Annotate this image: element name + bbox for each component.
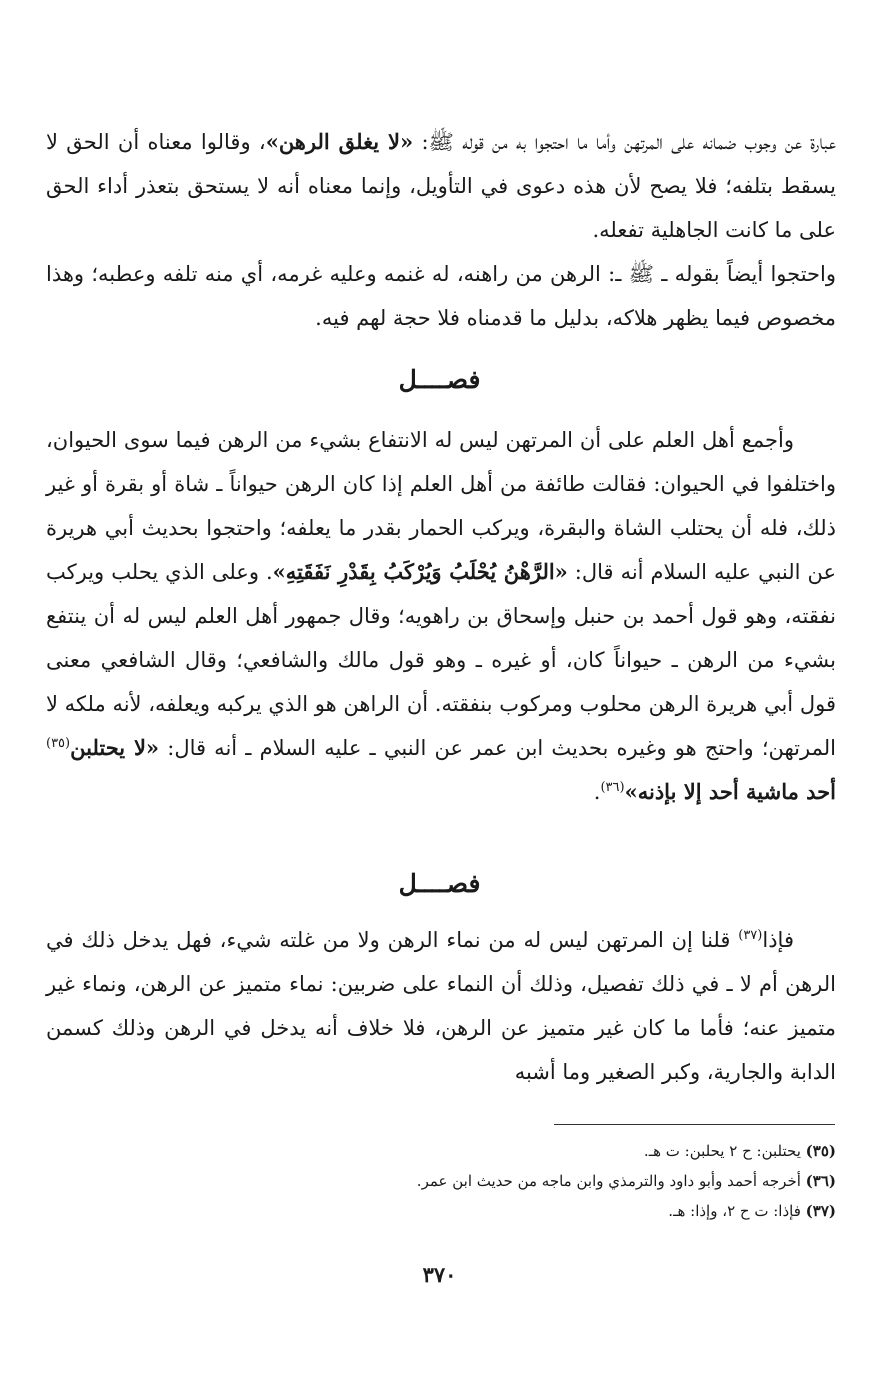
paragraph-rahn-growth xyxy=(46,918,836,1094)
hadith-quote: «لا يغلق الرهن» xyxy=(265,129,414,154)
paragraph-text: فإذا xyxy=(762,928,794,952)
hadith-quote: «الرَّهْنُ يُحْلَبُ وَيُرْكَبُ بِقَدْرِ نَفَقَتِهِ» xyxy=(272,559,568,584)
hadith-quote: أحد ماشية أحد إلا بإذنه» xyxy=(624,779,836,804)
hadith-quote: «لا يحتلبن xyxy=(70,735,160,760)
footnotes xyxy=(46,1136,836,1226)
footnote-reference: (٣٦) xyxy=(600,780,625,795)
footnote-number: (٣٧) xyxy=(805,1202,836,1220)
footnote-number: (٣٥) xyxy=(805,1142,836,1160)
paragraph-text: . xyxy=(593,780,601,804)
footnote-text: أخرجه أحمد وأبو داود والترمذي وابن ماجه من حديث ابن عمر. xyxy=(416,1172,806,1190)
footnote-text: فإذا: ت ح ٢، وإذا: هـ. xyxy=(668,1202,806,1220)
paragraph-text: واحتجوا أيضاً بقوله ـ ﷺ ـ: الرهن من راهنه، له غنمه وعليه غرمه، أي منه تلفه وعطبه؛ وهذا مخصوص فيما يظهر هلاكه، بدليل ما قدمناه فلا حجة لهم فيه. xyxy=(46,262,836,330)
footnote-text: يحتلبن: ح ٢ يحلبن: ت هـ. xyxy=(643,1142,806,1160)
paragraph-text: قلنا إن المرتهن ليس له من نماء الرهن ولا من غلته شيء، فهل يدخل ذلك في الرهن أم لا ـ في ذلك تفصيل، وذلك أن النماء على ضربين: نماء متميز عن الرهن، ونماء غير متميز عنه؛ فأما ما كان غير متميز عن الرهن، فلا خلاف أنه يدخل في الرهن وذلك كسمن الدابة والجارية، وكبر الصغير وما أشبه xyxy=(46,928,836,1084)
paragraph-text: ، وقالوا معناه أن الحق لا يسقط بتلفه؛ فلا يصح لأن هذه دعوى في التأويل، وإنما معناه أنه لا يستحق بتعذر أداء الحق على ما كانت الجاهلية تفعله. xyxy=(46,130,836,242)
footnote-reference: (٣٥) xyxy=(46,736,71,751)
paragraph-continued xyxy=(46,120,836,340)
footnote xyxy=(46,1166,836,1196)
footnote xyxy=(46,1196,836,1226)
footnote-reference: (٣٧) xyxy=(738,928,763,943)
paragraph-text: عبارة عن وجوب ضمانه على المرتهن وأما ما احتجوا به من قوله ﷺ: xyxy=(413,130,837,154)
section-heading: فصــــل xyxy=(398,869,481,898)
paragraph-rahn-animals xyxy=(46,418,836,814)
footnote-number: (٣٦) xyxy=(805,1172,836,1190)
paragraph-text: . وعلى الذي يحلب ويركب نفقته، وهو قول أحمد بن حنبل وإسحاق بن راهويه؛ وقال جمهور أهل العلم ليس له أن ينتفع بشيء من الرهن ـ حيواناً كان، أو غيره ـ وهو قول مالك والشافعي؛ وقال الشافعي معنى قول أبي هريرة الرهن محلوب ومركوب بنفقته. أن الراهن هو الذي يركبه ويعلفه، لأنه ملكه لا المرتهن؛ واحتج هو وغيره بحديث ابن عمر عن النبي ـ عليه السلام ـ أنه قال: xyxy=(46,560,836,760)
section-heading: فصــــل xyxy=(398,365,481,394)
footnote-divider xyxy=(554,1124,835,1125)
page-number: ٣٧٠ xyxy=(422,1262,457,1287)
footnote xyxy=(46,1136,836,1166)
paragraph-text: وأجمع أهل العلم على أن المرتهن ليس له الانتفاع بشيء من الرهن فيما سوى الحيوان، واختلفوا في الحيوان: فقالت طائفة من أهل العلم إذا كان الرهن حيواناً ـ شاة أو بقرة أو غير ذلك، فله أن يحتلب الشاة والبقرة، ويركب الحمار بقدر ما يعلفه؛ واحتجوا بحديث أبي هريرة عن النبي عليه السلام أنه قال: xyxy=(46,428,837,584)
